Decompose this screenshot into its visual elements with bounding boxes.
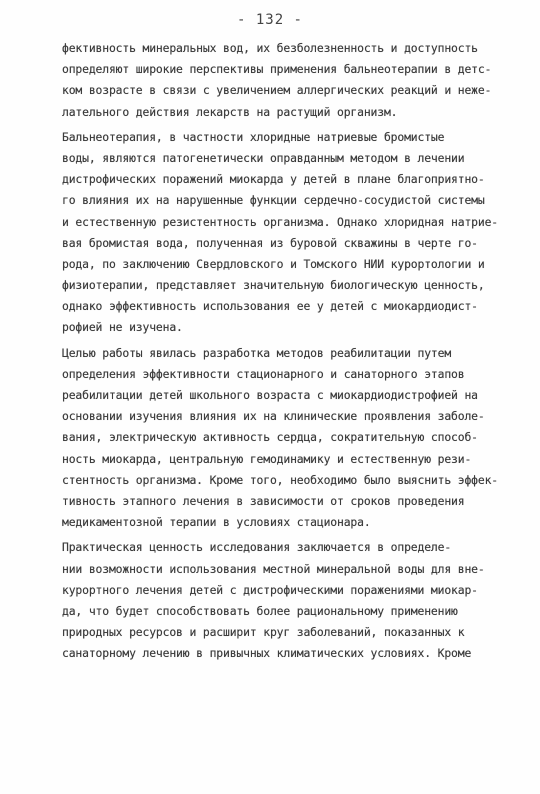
text-line: определяют широкие перспективы применения бальнеотерапии в детс- [62, 62, 492, 77]
text-line: вания, электрическую активность сердца, сократительную способ- [62, 430, 478, 445]
text-line: рода, по заключению Свердловского и Томского НИИ курортологии и [62, 256, 485, 271]
paragraph [62, 38, 502, 123]
text-line: основании изучения влияния их на клинические проявления заболе- [62, 409, 485, 424]
text-line: курортного лечения детей с дистрофическими поражениями миокар- [62, 582, 478, 597]
text-line: санаторному лечению в привычных климатических условиях. Кроме [62, 646, 472, 661]
text-line: Бальнеотерапия, в частности хлоридные натриевые бромистые [62, 129, 445, 144]
paragraph [62, 127, 502, 339]
text-line: тивность этапного лечения в зависимости от сроков проведения [62, 493, 465, 508]
paragraph [62, 537, 502, 664]
text-line: рофией не изучена. [62, 320, 183, 335]
text-line: стентность организма. Кроме того, необходимо было выяснить эффек- [62, 472, 499, 487]
text-line: реабилитации детей школьного возраста с миокардиодистрофией на [62, 388, 478, 402]
text-line: и естественную резистентность организма. Однако хлоридная натрие- [62, 214, 499, 229]
text-line: воды, являются патогенетически оправданным методом в лечении [62, 150, 465, 165]
text-line: медикаментозной терапии в условиях стационара. [62, 515, 371, 530]
text-line: Целью работы явилась разработка методов реабилитации путем [62, 345, 452, 360]
text-line: го влияния их на нарушенные функции сердечно-сосудистой системы [62, 193, 485, 208]
paragraph [62, 343, 502, 534]
text-line: физиотерапии, представляет значительную биологическую ценность, [62, 278, 485, 293]
text-line: фективность минеральных вод, их безболезненность и доступность [62, 41, 478, 55]
text-line: ком возрасте в связи с увеличением аллергических реакций и неже- [62, 83, 492, 98]
text-line: вая бромистая вода, полученная из буровой скважины в черте го- [62, 235, 478, 250]
text-line: природных ресурсов и расширит круг заболеваний, показанных к [62, 625, 465, 640]
body-text [62, 38, 502, 664]
text-line: однако эффективность использования ее у детей с миокардиодист- [62, 299, 478, 314]
text-line: дистрофических поражений миокарда у детей в плане благоприятно- [62, 172, 485, 187]
text-line: лательного действия лекарств на растущий организм. [62, 104, 398, 119]
text-line: Практическая ценность исследования заключается в определе- [62, 540, 452, 555]
text-line: определения эффективности стационарного и санаторного этапов [62, 366, 465, 381]
text-line: ность миокарда, центральную гемодинамику и естественную рези- [62, 451, 472, 466]
text-line: да, что будет способствовать более рациональному применению [62, 603, 458, 618]
text-line: нии возможности использования местной минеральной воды для вне- [62, 561, 485, 576]
page-number: - 132 - [236, 12, 303, 28]
